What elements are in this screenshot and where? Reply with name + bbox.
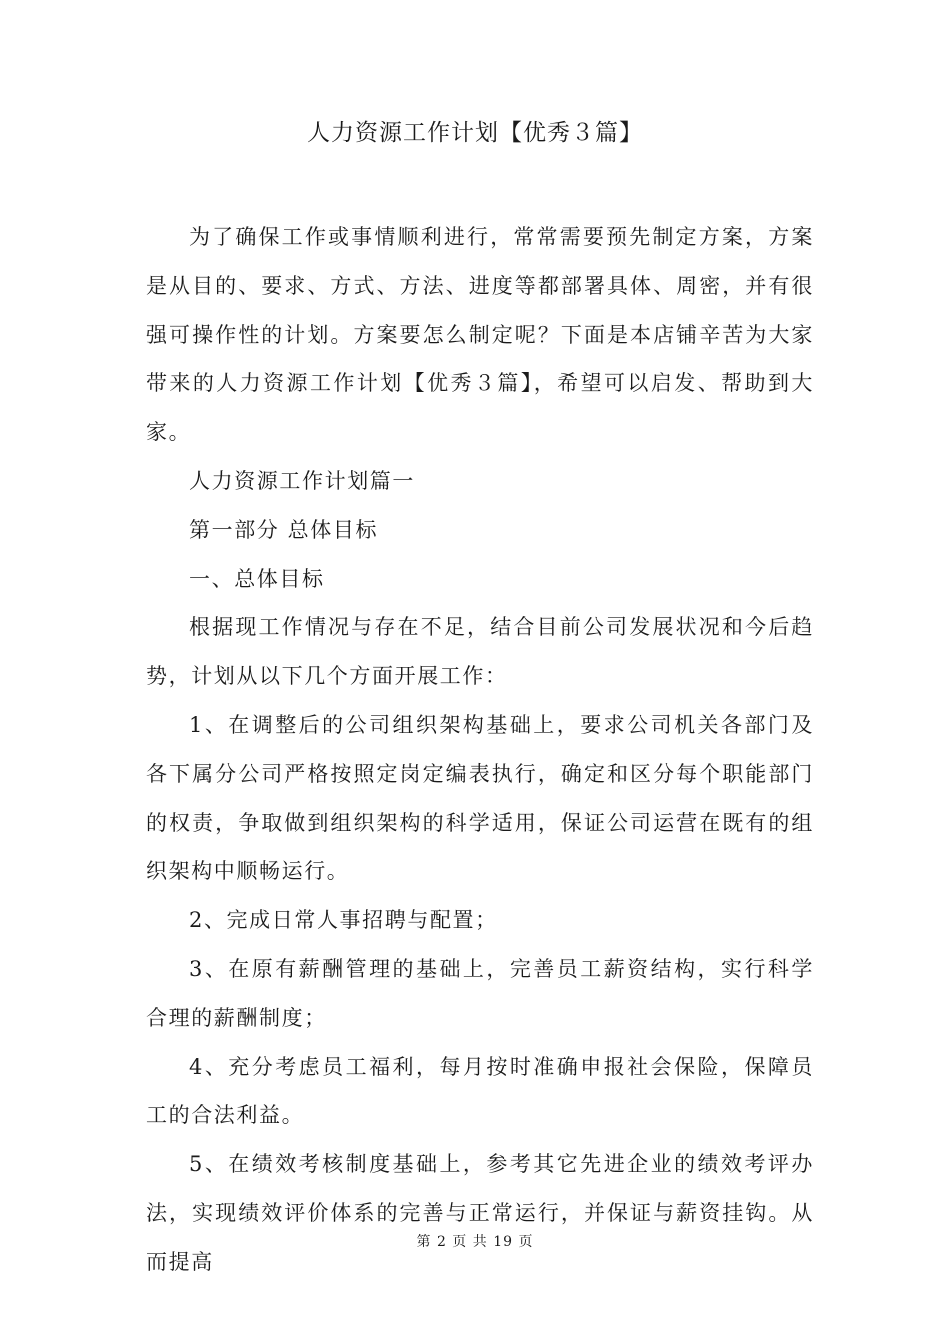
page-footer: 第 2 页 共 19 页 bbox=[416, 1234, 534, 1250]
list-item: 3、在原有薪酬管理的基础上，完善员工薪资结构，实行科学合理的薪酬制度； bbox=[146, 956, 814, 1030]
subsection-heading: 一、总体目标 bbox=[189, 566, 325, 591]
document-title: 人力资源工作计划【优秀３篇】 bbox=[307, 120, 643, 146]
intro-paragraph: 为了确保工作或事情顺利进行，常常需要预先制定方案，方案是从目的、要求、方式、方法、进度等都部署具体、周密，并有很强可操作性的计划。方案要怎么制定呢？下面是本店铺辛苦为大家带来的人力资源工作计划【优秀３篇】，希望可以启发、帮助到大家。 bbox=[146, 225, 814, 445]
section-heading: 人力资源工作计划篇一 bbox=[189, 468, 415, 493]
list-item: 5、在绩效考核制度基础上，参考其它先进企业的绩效考评办法，实现绩效评价体系的完善与正常运行，并保证与薪资挂钩。从而提高 bbox=[146, 1152, 814, 1274]
list-item: 2、完成日常人事招聘与配置； bbox=[189, 908, 498, 933]
document-body bbox=[146, 213, 814, 1287]
body-paragraph: 根据现工作情况与存在不足，结合目前公司发展状况和今后趋势，计划从以下几个方面开展工作： bbox=[146, 615, 814, 689]
list-item: 1、在调整后的公司组织架构基础上，要求公司机关各部门及各下属分公司严格按照定岗定编表执行，确定和区分每个职能部门的权责，争取做到组织架构的科学适用，保证公司运营在既有的组织架构中顺畅运行。 bbox=[146, 712, 814, 884]
part-heading: 第一部分 总体目标 bbox=[189, 517, 379, 542]
list-item: 4、充分考虑员工福利，每月按时准确申报社会保险，保障员工的合法利益。 bbox=[146, 1054, 814, 1128]
